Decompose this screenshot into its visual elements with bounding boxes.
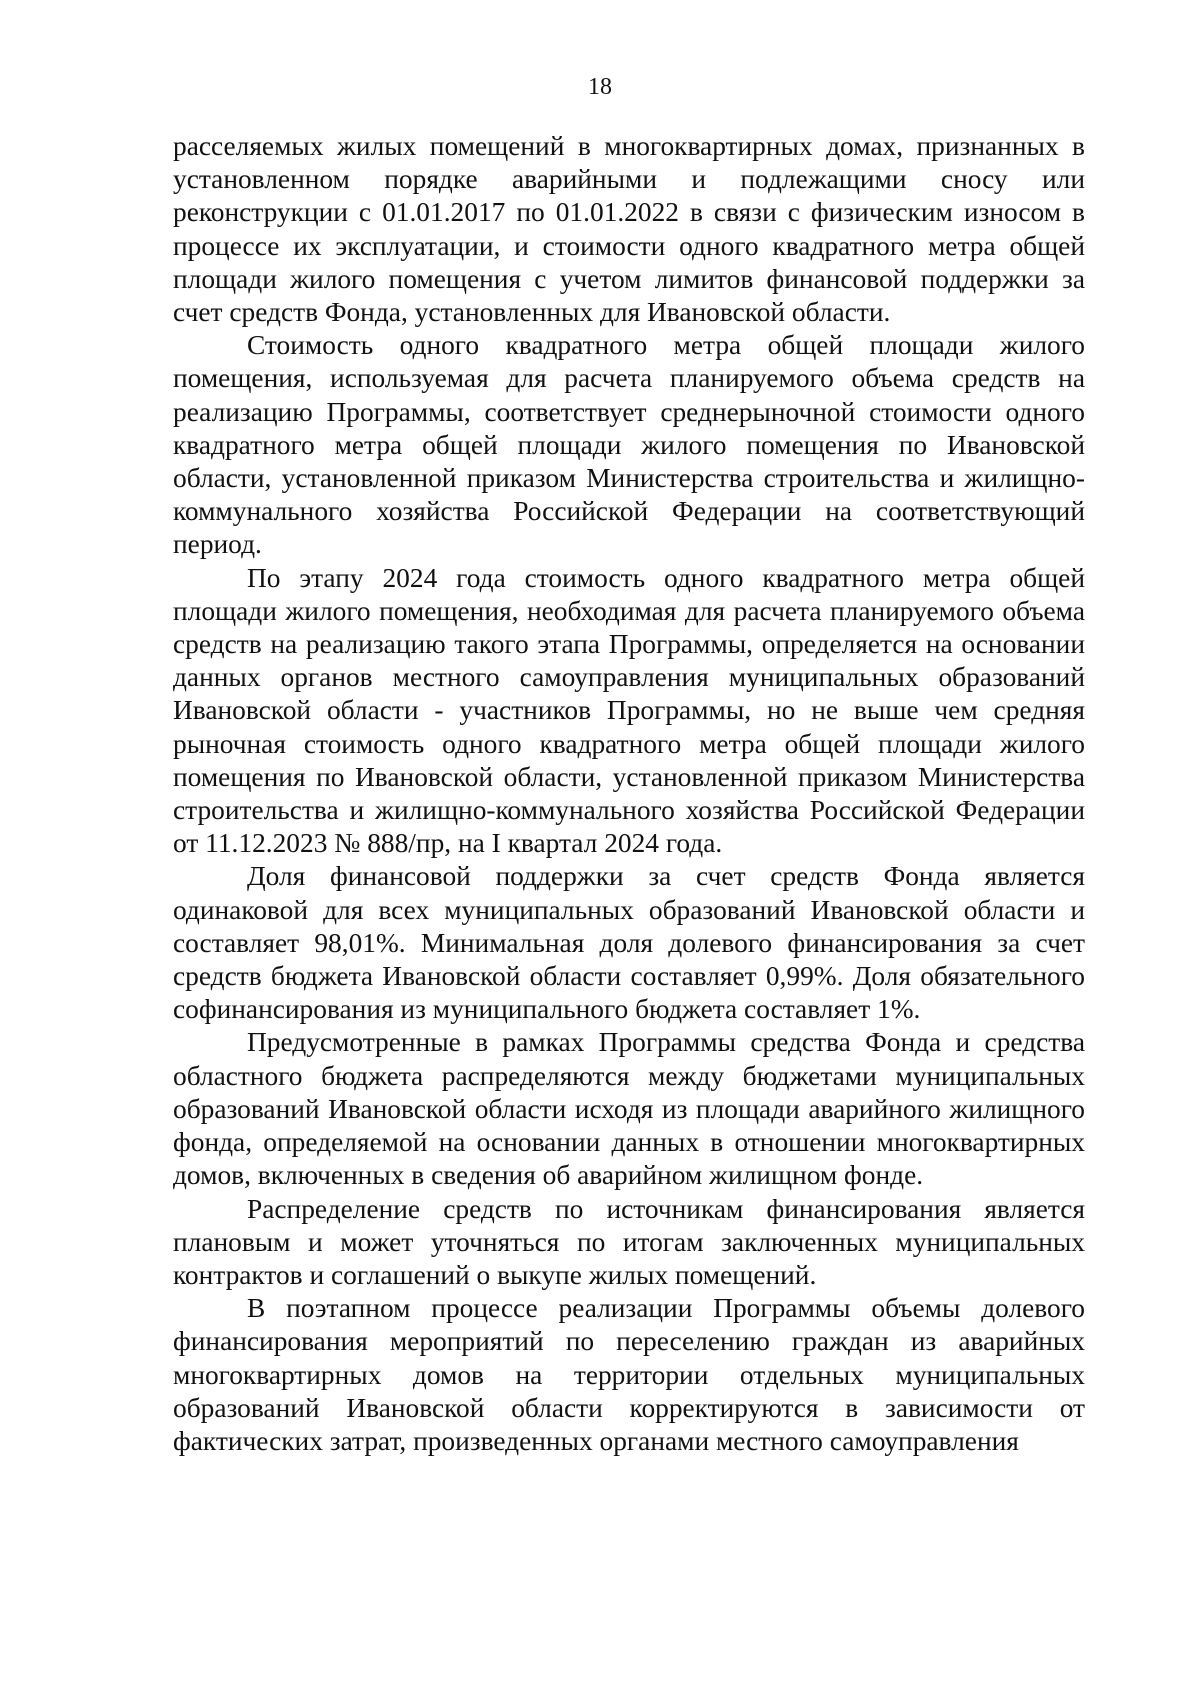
paragraph-continuation: расселяемых жилых помещений в многоквартирных домах, признанных в установленном порядке аварийными и подлежащими сносу или реконструкции с 01.01.2017 по 01.01.2022 в связи с физическим износом в процессе их эксплуатации, и стоимости одного квадратного метра общей площади жилого помещения с учетом лимитов финансовой поддержки за счет средств Фонда, установленных для Ивановской области.	[173, 131, 1085, 328]
page-number: 18	[588, 74, 612, 100]
paragraph-stage-2024: По этапу 2024 года стоимость одного квадратного метра общей площади жилого помещения, необходимая для расчета планируемого объема средств на реализацию такого этапа Программы, определяется на основании данных органов местного самоуправления муниципальных образований Ивановской области - участников Программы, но не выше чем средняя рыночная стоимость одного квадратного метра общей площади жилого помещения по Ивановской области, установленной приказом Министерства строительства и жилищно-коммунального хозяйства Российской Федерации от 11.12.2023 № 888/пр, на I квартал 2024 года.	[173, 562, 1085, 859]
paragraph-fund-distribution: Предусмотренные в рамках Программы средства Фонда и средства областного бюджета распределяются между бюджетами муниципальных образований Ивановской области исходя из площади аварийного жилищного фонда, определяемой на основании данных в отношении многоквартирных домов, включенных в сведения об аварийном жилищном фонде.	[173, 1027, 1085, 1191]
paragraph-stage-adjustments: В поэтапном процессе реализации Программы объемы долевого финансирования мероприятий по переселению граждан из аварийных многоквартирных домов на территории отдельных муниципальных образований Ивановской области корректируются в зависимости от фактических затрат, произведенных органами местного самоуправления	[173, 1293, 1085, 1456]
paragraph-funding-sources: Распределение средств по источникам финансирования является плановым и может уточняться по итогам заключенных муниципальных контрактов и соглашений о выкупе жилых помещений.	[173, 1193, 1085, 1290]
paragraph-financial-support-share: Доля финансовой поддержки за счет средств Фонда является одинаковой для всех муниципальных образований Ивановской области и составляет 98,01%. Минимальная доля долевого финансирования за счет средств бюджета Ивановской области составляет 0,99%. Доля обязательного софинансирования из муниципального бюджета составляет 1%.	[173, 861, 1085, 1025]
document-body	[173, 130, 1085, 1458]
paragraph-cost-per-square-meter: Стоимость одного квадратного метра общей площади жилого помещения, используемая для расчета планируемого объема средств на реализацию Программы, соответствует среднерыночной стоимости одного квадратного метра общей площади жилого помещения по Ивановской области, установленной приказом Министерства строительства и жилищно-коммунального хозяйства Российской Федерации на соответствующий период.	[173, 330, 1085, 560]
